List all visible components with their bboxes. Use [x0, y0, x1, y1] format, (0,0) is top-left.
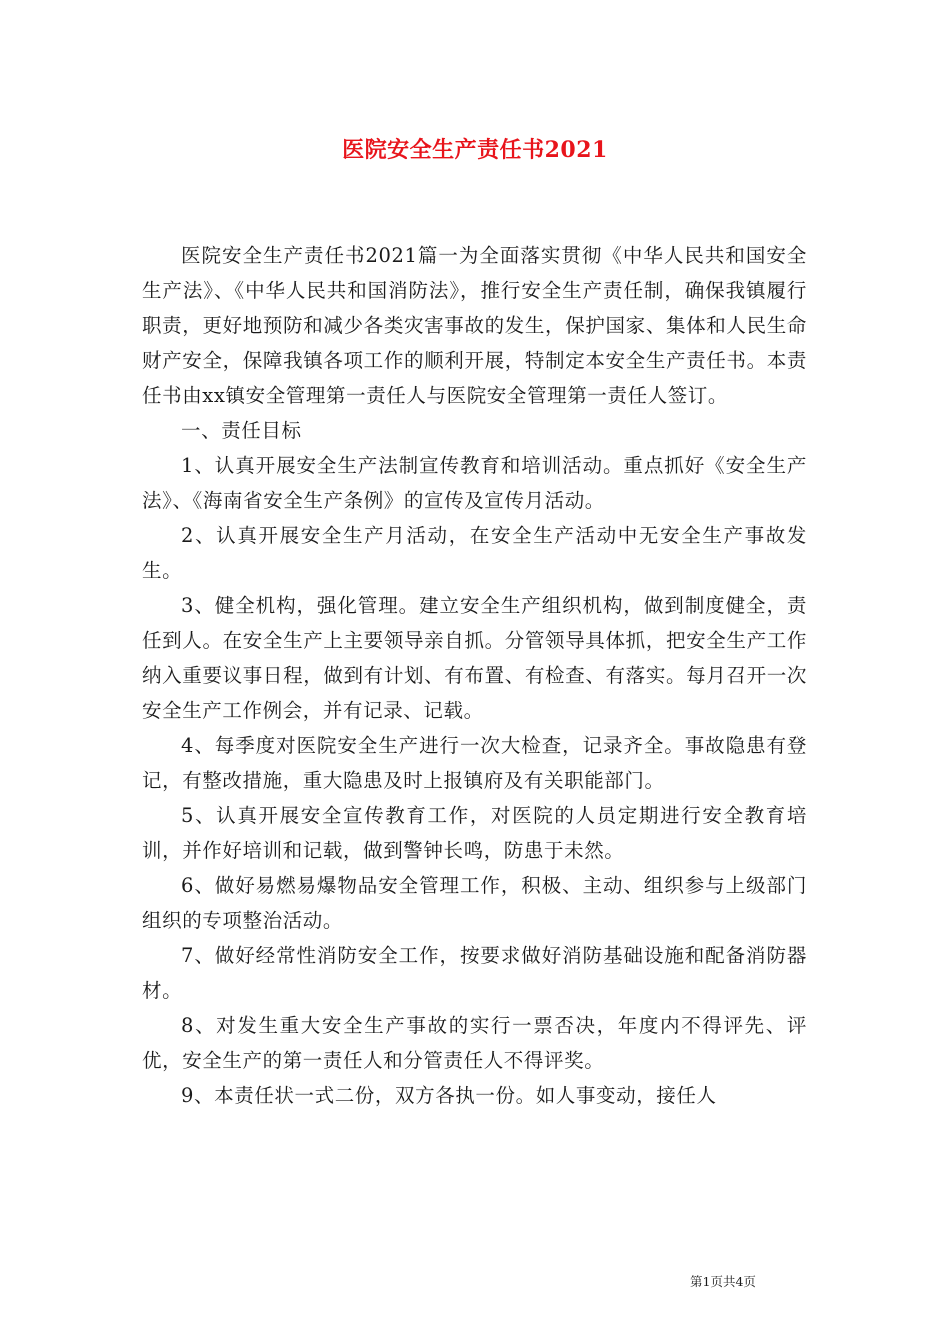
list-item: 3、健全机构，强化管理。建立安全生产组织机构，做到制度健全，责任到人。在安全生产上主要领导亲自抓。分管领导具体抓，把安全生产工作纳入重要议事日程，做到有计划、有布置、有检查、有落实。每月召开一次安全生产工作例会，并有记录、记载。	[142, 594, 807, 722]
document-body	[142, 238, 807, 1113]
list-item: 7、做好经常性消防安全工作，按要求做好消防基础设施和配备消防器材。	[142, 944, 807, 1002]
list-item: 8、对发生重大安全生产事故的实行一票否决，年度内不得评先、评优，安全生产的第一责任人和分管责任人不得评奖。	[142, 1014, 807, 1072]
page-number: 第1页共4页	[690, 1274, 756, 1289]
list-item: 6、做好易燃易爆物品安全管理工作，积极、主动、组织参与上级部门组织的专项整治活动。	[142, 874, 807, 932]
list-item: 2、认真开展安全生产月活动，在安全生产活动中无安全生产事故发生。	[142, 524, 807, 582]
document-title: 医院安全生产责任书2021	[342, 137, 608, 163]
list-item: 1、认真开展安全生产法制宣传教育和培训活动。重点抓好《安全生产法》、《海南省安全生产条例》的宣传及宣传月活动。	[142, 454, 807, 512]
paragraph-intro: 医院安全生产责任书2021篇一为全面落实贯彻《中华人民共和国安全生产法》、《中华人民共和国消防法》，推行安全生产责任制，确保我镇履行职责，更好地预防和减少各类灾害事故的发生，保护国家、集体和人民生命财产安全，保障我镇各项工作的顺利开展，特制定本安全生产责任书。本责任书由xx镇安全管理第一责任人与医院安全管理第一责任人签订。	[142, 244, 807, 407]
list-item: 5、认真开展安全宣传教育工作，对医院的人员定期进行安全教育培训，并作好培训和记载，做到警钟长鸣，防患于未然。	[142, 804, 807, 862]
list-item: 4、每季度对医院安全生产进行一次大检查，记录齐全。事故隐患有登记，有整改措施，重大隐患及时上报镇府及有关职能部门。	[142, 734, 807, 792]
list-item: 9、本责任状一式二份，双方各执一份。如人事变动，接任人	[181, 1084, 717, 1107]
section-heading: 一、责任目标	[181, 419, 302, 442]
